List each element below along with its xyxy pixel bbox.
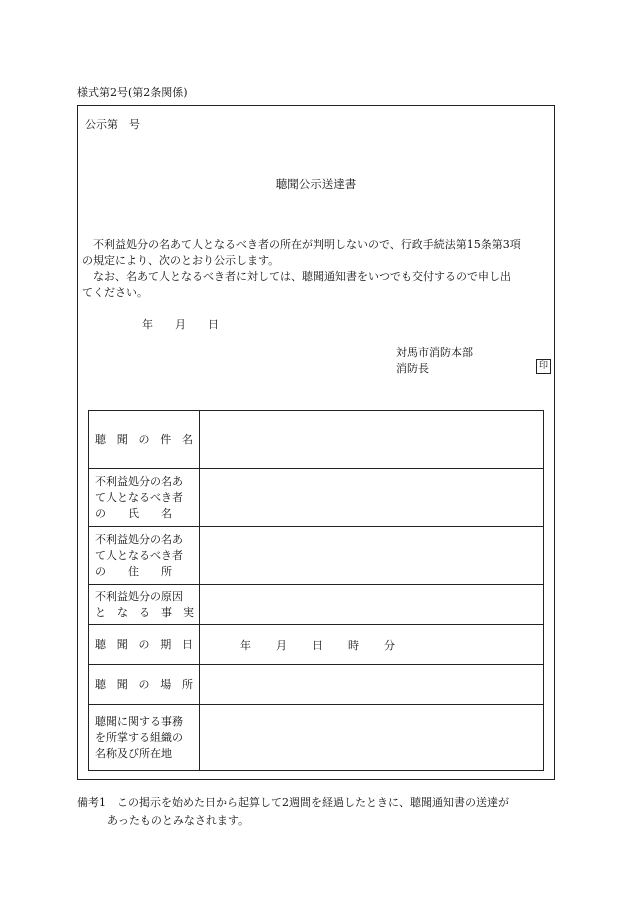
row-value-place[interactable] [200, 665, 544, 705]
seal-mark: 印 [536, 359, 551, 374]
issuer-title: 消防長 [396, 362, 429, 375]
row-label-organization: 聴聞に関する事務 を所掌する組織の 名称及び所在地 [89, 705, 200, 771]
notice-frame [77, 105, 555, 780]
row-value-organization[interactable] [200, 705, 544, 771]
row-label-date: 聴 聞 の 期 日 [89, 625, 200, 665]
issuer-organization: 対馬市消防本部 [396, 346, 473, 359]
body-line-1: 不利益処分の名あて人となるべき者の所在が判明しないので、行政手続法第15条第3項 [82, 238, 521, 251]
remarks-line-1: 備考1 この掲示を始めた日から起算して2週間を経過したときに、聴聞通知書の送達が [77, 796, 509, 809]
body-line-3: なお、名あて人となるべき者に対しては、聴聞通知書をいつでも交付するので申し出 [82, 270, 511, 283]
row-value-cause[interactable] [200, 585, 544, 625]
row-value-subject[interactable] [200, 411, 544, 469]
document-title: 聴聞公示送達書 [275, 177, 357, 191]
table-row-address [89, 527, 544, 585]
table-row-place [89, 665, 544, 705]
row-label-place: 聴 聞 の 場 所 [89, 665, 200, 705]
row-label-subject: 聴 聞 の 件 名 [89, 411, 200, 469]
table-row-date [89, 625, 544, 665]
row-value-date[interactable]: 年 月 日 時 分 [200, 625, 544, 665]
hearing-details-table [88, 410, 544, 771]
row-label-address: 不利益処分の名あ て人となるべき者 の 住 所 [89, 527, 200, 585]
row-label-name: 不利益処分の名あ て人となるべき者 の 氏 名 [89, 469, 200, 527]
row-value-name[interactable] [200, 469, 544, 527]
body-line-2: の規定により、次のとおり公示します。 [82, 254, 280, 267]
row-label-cause: 不利益処分の原因 と な る 事 実 [89, 585, 200, 625]
table-row-subject [89, 411, 544, 469]
remarks-line-2: あったものとみなされます。 [107, 814, 250, 827]
table-row-organization [89, 705, 544, 771]
notice-number: 公示第 号 [85, 118, 140, 131]
body-line-4: てください。 [82, 286, 148, 299]
table-row-name [89, 469, 544, 527]
date-line: 年 月 日 [142, 318, 219, 331]
table-row-cause [89, 585, 544, 625]
form-number: 様式第2号(第2条関係) [77, 86, 188, 99]
row-value-address[interactable] [200, 527, 544, 585]
